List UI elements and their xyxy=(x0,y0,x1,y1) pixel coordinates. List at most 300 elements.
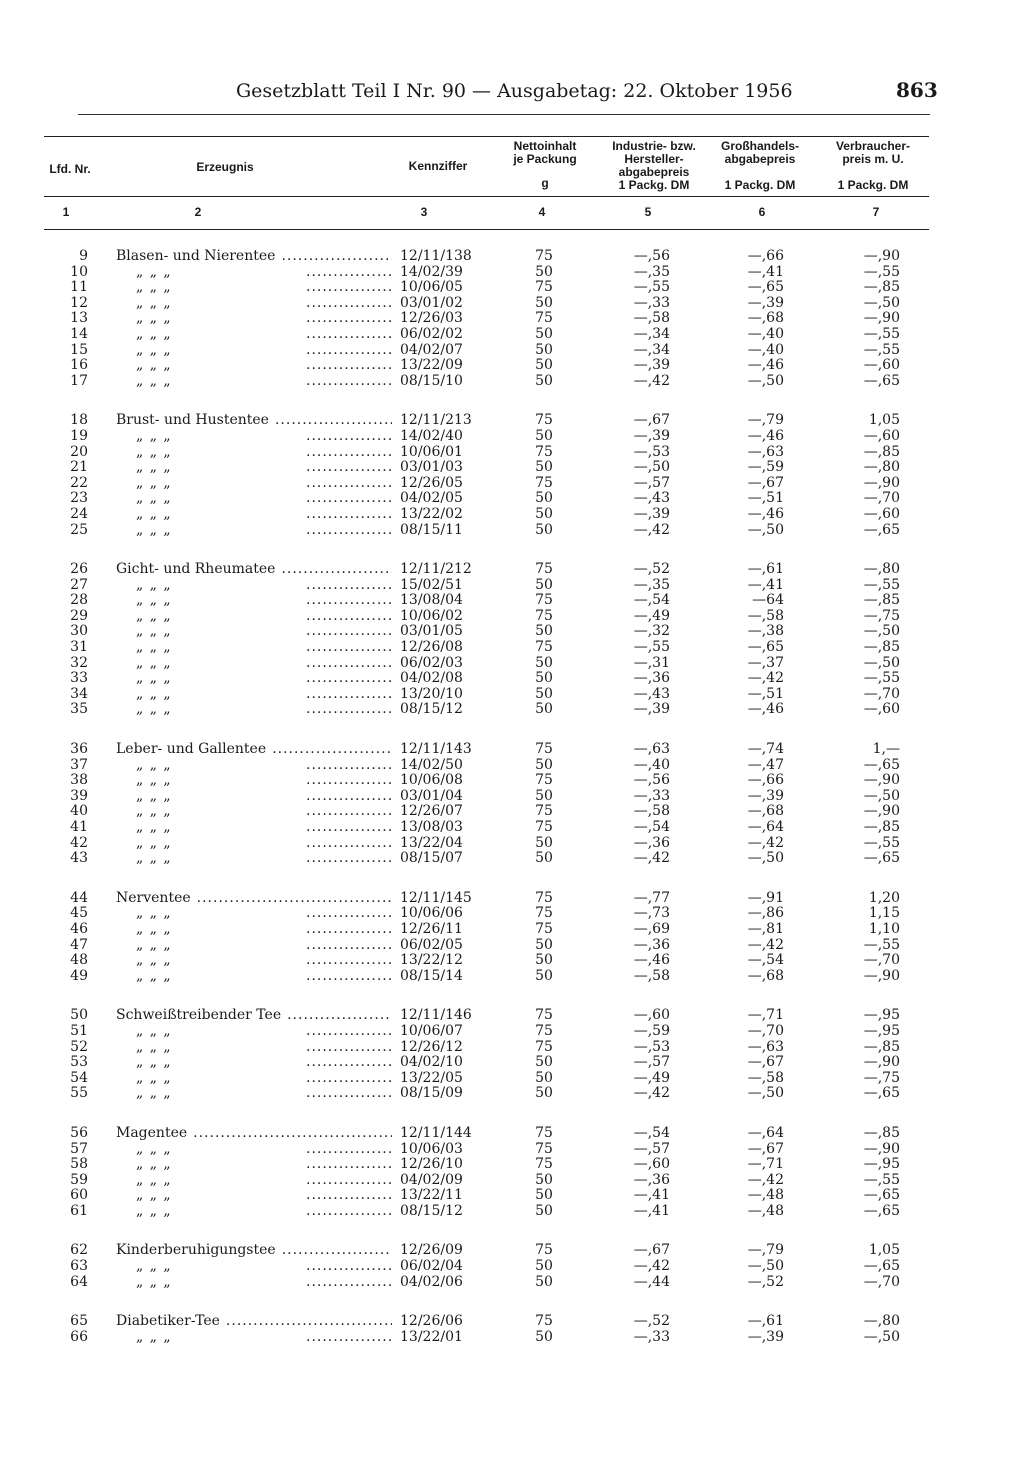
industrie-preis: —,63 xyxy=(633,741,670,758)
kennziffer: 04/02/10 xyxy=(400,1054,463,1071)
verbraucher-preis: —,65 xyxy=(863,756,900,773)
grosshandel-preis: —64 xyxy=(752,592,784,609)
table-row xyxy=(0,757,1024,773)
verbraucher-preis: —,90 xyxy=(863,474,900,491)
ditto-marks: „ „ „ xyxy=(136,459,172,476)
grosshandel-preis: —,48 xyxy=(747,1202,784,1219)
product-name-cell xyxy=(116,772,392,788)
industrie-preis: —,39 xyxy=(633,701,670,718)
kennziffer: 12/26/07 xyxy=(400,803,463,820)
verbraucher-preis: —,70 xyxy=(863,685,900,702)
industrie-preis: —,53 xyxy=(633,1038,670,1055)
kennziffer: 12/11/146 xyxy=(400,1007,472,1024)
grosshandel-preis: —,41 xyxy=(747,576,784,593)
row-number: 59 xyxy=(70,1171,88,1188)
table-row xyxy=(0,444,1024,460)
ditto-marks: „ „ „ xyxy=(136,936,172,953)
ditto-marks: „ „ „ xyxy=(136,1171,172,1188)
ditto-marks: „ „ „ xyxy=(136,1156,172,1173)
dot-leader xyxy=(306,788,392,804)
row-number: 13 xyxy=(70,310,88,327)
grosshandel-preis: —,81 xyxy=(747,920,784,937)
verbraucher-preis: —,90 xyxy=(863,772,900,789)
verbraucher-preis: —,85 xyxy=(863,819,900,835)
table-row xyxy=(0,1156,1024,1172)
dot-leader xyxy=(306,522,392,538)
kennziffer: 12/26/03 xyxy=(400,310,463,327)
grosshandel-preis: —,47 xyxy=(747,756,784,773)
nettoinhalt: 75 xyxy=(535,920,553,937)
kennziffer: 04/02/06 xyxy=(400,1273,463,1290)
industrie-preis: —,36 xyxy=(633,1171,670,1188)
nettoinhalt: 50 xyxy=(535,372,553,389)
ditto-marks: „ „ „ xyxy=(136,1140,172,1157)
table-row xyxy=(0,412,1024,428)
kennziffer: 14/02/50 xyxy=(400,756,463,773)
grosshandel-preis: —,40 xyxy=(747,341,784,358)
table-row xyxy=(0,506,1024,522)
row-number: 58 xyxy=(70,1156,88,1173)
row-number: 10 xyxy=(70,263,88,280)
nettoinhalt: 50 xyxy=(535,654,553,671)
industrie-preis: —,40 xyxy=(633,756,670,773)
industrie-preis: —,42 xyxy=(633,850,670,867)
verbraucher-preis: 1,05 xyxy=(868,1242,900,1259)
row-number: 38 xyxy=(70,772,88,789)
product-group xyxy=(0,1125,1024,1219)
ditto-marks: „ „ „ xyxy=(136,607,172,624)
industrie-preis: —,36 xyxy=(633,834,670,851)
industrie-preis: —,34 xyxy=(633,341,670,358)
row-number: 23 xyxy=(70,490,88,507)
kennziffer: 14/02/40 xyxy=(400,427,463,444)
table-row xyxy=(0,1039,1024,1055)
ditto-marks: „ „ „ xyxy=(136,834,172,851)
row-number: 22 xyxy=(70,474,88,491)
product-group xyxy=(0,1007,1024,1101)
product-name-cell xyxy=(116,561,392,577)
ditto-marks: „ „ „ xyxy=(136,685,172,702)
nettoinhalt: 75 xyxy=(535,1242,553,1259)
product-name-cell xyxy=(116,459,392,475)
product-name-cell xyxy=(116,295,392,311)
product-group xyxy=(0,1313,1024,1344)
kennziffer: 13/22/12 xyxy=(400,952,463,969)
grosshandel-preis: —,58 xyxy=(747,1069,784,1086)
grosshandel-preis: —,68 xyxy=(747,967,784,984)
table-row xyxy=(0,608,1024,624)
nettoinhalt: 50 xyxy=(535,490,553,507)
table-row xyxy=(0,1329,1024,1345)
table-row xyxy=(0,1172,1024,1188)
product-name-cell xyxy=(116,1007,392,1023)
nettoinhalt: 75 xyxy=(535,1124,553,1141)
row-number: 57 xyxy=(70,1140,88,1157)
product-name-cell xyxy=(116,803,392,819)
verbraucher-preis: —,80 xyxy=(863,1313,900,1330)
ditto-marks: „ „ „ xyxy=(136,1054,172,1071)
ditto-marks: „ „ „ xyxy=(136,1022,172,1039)
verbraucher-preis: —,60 xyxy=(863,701,900,718)
kennziffer: 12/26/09 xyxy=(400,1242,463,1259)
verbraucher-preis: —,70 xyxy=(863,490,900,507)
verbraucher-preis: —,90 xyxy=(863,803,900,820)
dot-leader xyxy=(306,490,392,506)
product-group xyxy=(0,561,1024,717)
verbraucher-preis: —,55 xyxy=(863,576,900,593)
table-row xyxy=(0,1313,1024,1329)
industrie-preis: —,39 xyxy=(633,357,670,374)
dot-leader xyxy=(226,1313,392,1329)
ditto-marks: „ „ „ xyxy=(136,1273,172,1290)
row-number: 51 xyxy=(70,1022,88,1039)
verbraucher-preis: —,85 xyxy=(863,279,900,296)
verbraucher-preis: 1,05 xyxy=(868,412,900,429)
dot-leader xyxy=(287,1007,392,1023)
table-row xyxy=(0,623,1024,639)
industrie-preis: —,57 xyxy=(633,1054,670,1071)
verbraucher-preis: —,65 xyxy=(863,1085,900,1102)
verbraucher-preis: —,55 xyxy=(863,341,900,358)
row-number: 14 xyxy=(70,325,88,342)
row-number: 33 xyxy=(70,670,88,687)
verbraucher-preis: —,60 xyxy=(863,357,900,374)
row-number: 21 xyxy=(70,459,88,476)
product-group xyxy=(0,1242,1024,1289)
col-header-nettoinhalt-unit: g xyxy=(541,176,549,190)
col-number-1: 1 xyxy=(62,205,70,219)
verbraucher-preis: 1,10 xyxy=(868,920,900,937)
kennziffer: 12/26/11 xyxy=(400,920,463,937)
table-row xyxy=(0,1141,1024,1157)
product-name-cell xyxy=(116,1070,392,1086)
col-header-industrie-preis: Industrie- bzw. Hersteller- abgabepreis 1 Packg. DM xyxy=(612,139,696,192)
table-row xyxy=(0,890,1024,906)
table-row xyxy=(0,522,1024,538)
verbraucher-preis: —,65 xyxy=(863,850,900,867)
nettoinhalt: 50 xyxy=(535,952,553,969)
table-row xyxy=(0,937,1024,953)
grosshandel-preis: —,63 xyxy=(747,443,784,460)
header-rule xyxy=(78,114,930,115)
grosshandel-preis: —,86 xyxy=(747,905,784,922)
row-number: 35 xyxy=(70,701,88,718)
verbraucher-preis: —,65 xyxy=(863,1202,900,1219)
product-name-cell xyxy=(116,890,392,906)
kennziffer: 10/06/05 xyxy=(400,279,463,296)
table-row xyxy=(0,741,1024,757)
product-name-cell xyxy=(116,757,392,773)
dot-leader xyxy=(306,608,392,624)
verbraucher-preis: —,70 xyxy=(863,1273,900,1290)
nettoinhalt: 75 xyxy=(535,412,553,429)
kennziffer: 06/02/04 xyxy=(400,1258,463,1275)
row-number: 26 xyxy=(70,561,88,578)
nettoinhalt: 50 xyxy=(535,459,553,476)
dot-leader xyxy=(306,1023,392,1039)
ditto-marks: „ „ „ xyxy=(136,341,172,358)
col-header-kennziffer: Kennziffer xyxy=(408,159,468,173)
nettoinhalt: 75 xyxy=(535,905,553,922)
dot-leader xyxy=(306,1141,392,1157)
table-row xyxy=(0,1274,1024,1290)
nettoinhalt: 50 xyxy=(535,787,553,804)
table-row xyxy=(0,342,1024,358)
dot-leader xyxy=(306,1203,392,1219)
kennziffer: 14/02/39 xyxy=(400,263,463,280)
dot-leader xyxy=(306,1329,392,1345)
table-row xyxy=(0,701,1024,717)
table-row xyxy=(0,1085,1024,1101)
dot-leader xyxy=(306,937,392,953)
kennziffer: 10/06/03 xyxy=(400,1140,463,1157)
product-name-cell xyxy=(116,655,392,671)
page-header xyxy=(0,0,1024,120)
industrie-preis: —,49 xyxy=(633,607,670,624)
row-number: 45 xyxy=(70,905,88,922)
kennziffer: 12/11/212 xyxy=(400,561,472,578)
ditto-marks: „ „ „ xyxy=(136,772,172,789)
verbraucher-preis: —,65 xyxy=(863,521,900,538)
table-row xyxy=(0,577,1024,593)
row-number: 61 xyxy=(70,1202,88,1219)
row-number: 9 xyxy=(79,248,88,264)
product-name-cell xyxy=(116,248,392,264)
ditto-marks: „ „ „ xyxy=(136,639,172,656)
kennziffer: 12/11/144 xyxy=(400,1124,472,1141)
industrie-preis: —,36 xyxy=(633,670,670,687)
nettoinhalt: 50 xyxy=(535,1069,553,1086)
product-name-cell xyxy=(116,506,392,522)
verbraucher-preis: —,85 xyxy=(863,592,900,609)
industrie-preis: —,54 xyxy=(633,1124,670,1141)
industrie-preis: —,42 xyxy=(633,1258,670,1275)
row-number: 24 xyxy=(70,505,88,522)
table-row xyxy=(0,905,1024,921)
table-top-rule xyxy=(44,136,929,137)
dot-leader xyxy=(306,310,392,326)
row-number: 52 xyxy=(70,1038,88,1055)
industrie-preis: —,55 xyxy=(633,279,670,296)
nettoinhalt: 50 xyxy=(535,341,553,358)
row-number: 17 xyxy=(70,372,88,389)
col-number-4: 4 xyxy=(538,205,546,219)
industrie-preis: —,46 xyxy=(633,952,670,969)
kennziffer: 13/22/11 xyxy=(400,1187,463,1204)
grosshandel-preis: —,42 xyxy=(747,670,784,687)
kennziffer: 08/15/09 xyxy=(400,1085,463,1102)
verbraucher-preis: —,75 xyxy=(863,1069,900,1086)
dot-leader xyxy=(306,757,392,773)
product-name-cell xyxy=(116,968,392,984)
nettoinhalt: 75 xyxy=(535,474,553,491)
nettoinhalt: 75 xyxy=(535,803,553,820)
nettoinhalt: 50 xyxy=(535,263,553,280)
kennziffer: 03/01/02 xyxy=(400,294,463,311)
kennziffer: 10/06/02 xyxy=(400,607,463,624)
row-number: 48 xyxy=(70,952,88,969)
dot-leader xyxy=(306,835,392,851)
verbraucher-preis: —,90 xyxy=(863,1054,900,1071)
dot-leader xyxy=(281,248,392,264)
industrie-preis: —,32 xyxy=(633,623,670,640)
row-number: 27 xyxy=(70,576,88,593)
grosshandel-preis: —,63 xyxy=(747,1038,784,1055)
grosshandel-preis: —,50 xyxy=(747,521,784,538)
grosshandel-preis: —,79 xyxy=(747,412,784,429)
kennziffer: 12/26/05 xyxy=(400,474,463,491)
kennziffer: 13/08/03 xyxy=(400,819,463,835)
nettoinhalt: 50 xyxy=(535,325,553,342)
nettoinhalt: 50 xyxy=(535,685,553,702)
col-number-2: 2 xyxy=(194,205,202,219)
kennziffer: 10/06/07 xyxy=(400,1022,463,1039)
row-number: 53 xyxy=(70,1054,88,1071)
row-number: 56 xyxy=(70,1124,88,1141)
product-name-cell xyxy=(116,1156,392,1172)
kennziffer: 06/02/03 xyxy=(400,654,463,671)
kennziffer: 08/15/12 xyxy=(400,1202,463,1219)
verbraucher-preis: —,95 xyxy=(863,1007,900,1024)
ditto-marks: „ „ „ xyxy=(136,905,172,922)
verbraucher-preis: —,90 xyxy=(863,310,900,327)
dot-leader xyxy=(306,639,392,655)
industrie-preis: —,54 xyxy=(633,819,670,835)
grosshandel-preis: —,39 xyxy=(747,787,784,804)
table-row xyxy=(0,968,1024,984)
row-number: 64 xyxy=(70,1273,88,1290)
grosshandel-preis: —,68 xyxy=(747,803,784,820)
grosshandel-preis: —,59 xyxy=(747,459,784,476)
row-number: 20 xyxy=(70,443,88,460)
row-number: 62 xyxy=(70,1242,88,1259)
kennziffer: 13/22/09 xyxy=(400,357,463,374)
verbraucher-preis: —,65 xyxy=(863,372,900,389)
ditto-marks: „ „ „ xyxy=(136,920,172,937)
ditto-marks: „ „ „ xyxy=(136,1038,172,1055)
product-name-cell xyxy=(116,608,392,624)
ditto-marks: „ „ „ xyxy=(136,592,172,609)
nettoinhalt: 50 xyxy=(535,294,553,311)
industrie-preis: —,49 xyxy=(633,1069,670,1086)
grosshandel-preis: —,46 xyxy=(747,701,784,718)
verbraucher-preis: 1,15 xyxy=(868,905,900,922)
industrie-preis: —,34 xyxy=(633,325,670,342)
table-row xyxy=(0,1187,1024,1203)
product-name-cell xyxy=(116,670,392,686)
product-name-cell xyxy=(116,1242,392,1258)
table-row xyxy=(0,295,1024,311)
table-header-rule xyxy=(44,196,929,197)
page-number: 863 xyxy=(896,78,938,102)
product-name-cell xyxy=(116,1258,392,1274)
nettoinhalt: 50 xyxy=(535,576,553,593)
industrie-preis: —,33 xyxy=(633,787,670,804)
industrie-preis: —,41 xyxy=(633,1202,670,1219)
industrie-preis: —,55 xyxy=(633,639,670,656)
nettoinhalt: 75 xyxy=(535,1140,553,1157)
ditto-marks: „ „ „ xyxy=(136,427,172,444)
product-name: Diabetiker-Tee xyxy=(116,1313,220,1330)
nettoinhalt: 50 xyxy=(535,1328,553,1345)
grosshandel-preis: —,48 xyxy=(747,1187,784,1204)
dot-leader xyxy=(306,357,392,373)
table-row xyxy=(0,670,1024,686)
table-row xyxy=(0,373,1024,389)
industrie-preis: —,67 xyxy=(633,1242,670,1259)
dot-leader xyxy=(306,506,392,522)
product-name: Nerventee xyxy=(116,889,191,906)
table-row xyxy=(0,819,1024,835)
industrie-preis: —,41 xyxy=(633,1187,670,1204)
industrie-preis: —,57 xyxy=(633,474,670,491)
row-number: 31 xyxy=(70,639,88,656)
col-header-grosshandel-preis: Großhandels- abgabepreis 1 Packg. DM xyxy=(720,139,799,192)
grosshandel-preis: —,51 xyxy=(747,685,784,702)
grosshandel-preis: —,50 xyxy=(747,1258,784,1275)
table-row xyxy=(0,772,1024,788)
verbraucher-preis: —,50 xyxy=(863,623,900,640)
product-name-cell xyxy=(116,952,392,968)
product-name-cell xyxy=(116,577,392,593)
dot-leader xyxy=(306,1274,392,1290)
verbraucher-preis: —,85 xyxy=(863,639,900,656)
industrie-preis: —,42 xyxy=(633,521,670,538)
product-name-cell xyxy=(116,1274,392,1290)
nettoinhalt: 75 xyxy=(535,607,553,624)
nettoinhalt: 75 xyxy=(535,310,553,327)
verbraucher-preis: —,75 xyxy=(863,607,900,624)
kennziffer: 13/22/02 xyxy=(400,505,463,522)
table-row xyxy=(0,1070,1024,1086)
table-row xyxy=(0,655,1024,671)
nettoinhalt: 75 xyxy=(535,279,553,296)
product-name: Schweißtreibender Tee xyxy=(116,1007,282,1024)
kennziffer: 12/11/213 xyxy=(400,412,472,429)
ditto-marks: „ „ „ xyxy=(136,474,172,491)
kennziffer: 13/22/01 xyxy=(400,1328,463,1345)
kennziffer: 08/15/12 xyxy=(400,701,463,718)
kennziffer: 12/26/08 xyxy=(400,639,463,656)
dot-leader xyxy=(306,772,392,788)
dot-leader xyxy=(306,952,392,968)
table-row xyxy=(0,1007,1024,1023)
nettoinhalt: 50 xyxy=(535,1273,553,1290)
dot-leader xyxy=(306,921,392,937)
verbraucher-preis: —,70 xyxy=(863,952,900,969)
kennziffer: 12/11/143 xyxy=(400,741,472,758)
row-number: 46 xyxy=(70,920,88,937)
kennziffer: 10/06/06 xyxy=(400,905,463,922)
nettoinhalt: 75 xyxy=(535,561,553,578)
grosshandel-preis: —,46 xyxy=(747,427,784,444)
kennziffer: 06/02/02 xyxy=(400,325,463,342)
dot-leader xyxy=(306,444,392,460)
row-number: 55 xyxy=(70,1085,88,1102)
dot-leader xyxy=(306,1039,392,1055)
grosshandel-preis: —,40 xyxy=(747,325,784,342)
table-row xyxy=(0,475,1024,491)
dot-leader xyxy=(306,1070,392,1086)
industrie-preis: —,31 xyxy=(633,654,670,671)
verbraucher-preis: —,50 xyxy=(863,654,900,671)
industrie-preis: —,73 xyxy=(633,905,670,922)
grosshandel-preis: —,42 xyxy=(747,1171,784,1188)
verbraucher-preis: —,95 xyxy=(863,1156,900,1173)
table-row xyxy=(0,326,1024,342)
row-number: 37 xyxy=(70,756,88,773)
dot-leader xyxy=(306,475,392,491)
